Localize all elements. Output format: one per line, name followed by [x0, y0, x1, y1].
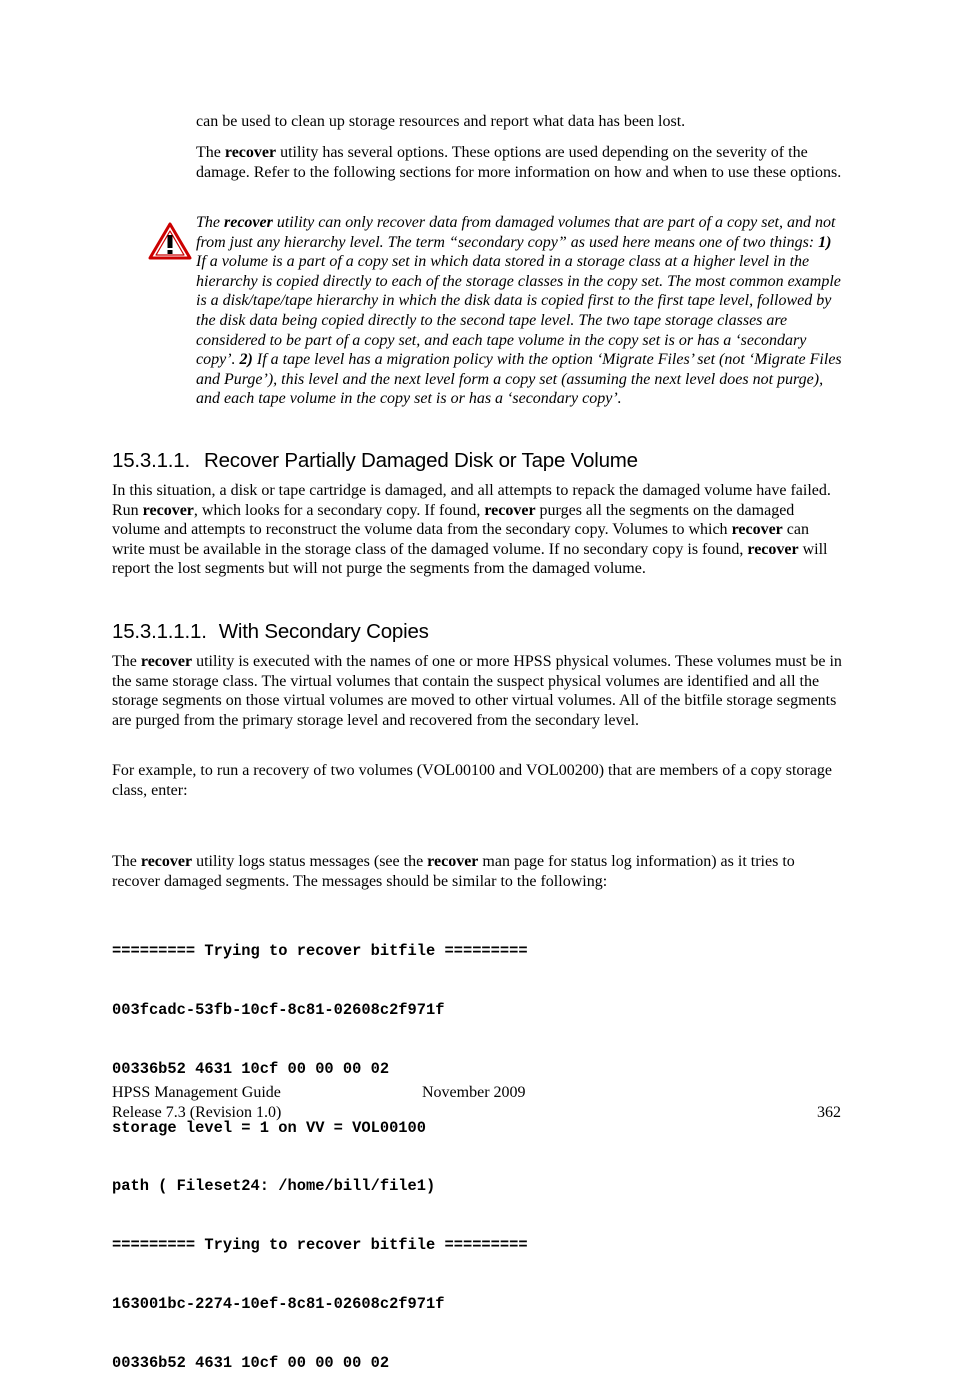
section-paragraph [112, 481, 842, 579]
footer-release: Release 7.3 (Revision 1.0) [112, 1104, 282, 1121]
text: , which looks for a secondary copy. If found, [193, 501, 485, 519]
command-name: recover [224, 214, 273, 231]
text: If a volume is a part of a copy set in which data stored in a storage class at a higher level in the hierarchy is copied directly to each of the storage classes in the copy set. The most common example is a disk/tape/tape hierarchy in which the disk data is copied first to the first tape level, followed by the disk data being copied directly to the second tape level. The two tape storage classes are considered to be part of a copy set, and each tape volume in the copy set is or has a ‘secondary copy’. [196, 253, 841, 369]
log-paragraph [112, 852, 842, 891]
text: utility has several options. These options are used depending on the severity of the damage. Refer to the following sections for more information on how and when to use these options. [196, 144, 842, 181]
section-paragraph [112, 652, 842, 730]
code-line: 163001bc-2274-10ef-8c81-02608c2f971f [112, 1294, 445, 1313]
code-line: path ( Fileset24: /home/bill/file1) [112, 1177, 436, 1196]
text: If a tape level has a migration policy with the option ‘Migrate Files’ set (not ‘Migrate Files and Purge’), this level and the next level form a copy set (assuming the next level does not purge), and each tape volume in the copy set is or has a ‘secondary copy’. [196, 351, 842, 408]
options-paragraph [196, 143, 842, 182]
command-name: recover [140, 653, 193, 670]
section-title: With Secondary Copies [218, 620, 429, 643]
text: In this situation, a disk or tape cartridge is damaged, and all attempts to repack the damaged volume have failed. Run [112, 482, 831, 519]
section-number: 15.3.1.1. [112, 449, 190, 472]
list-marker: 1) [818, 233, 832, 251]
footer-page-number: 362 [817, 1104, 841, 1121]
code-line: 00336b52 4631 10cf 00 00 00 02 [112, 1353, 390, 1372]
code-line: 003fcadc-53fb-10cf-8c81-02608c2f971f [112, 1000, 445, 1019]
example-paragraph [112, 761, 842, 800]
command-name: recover [747, 540, 799, 558]
command-name: recover [224, 144, 277, 161]
footer-date: November 2009 [422, 1084, 526, 1101]
code-line: ========= Trying to recover bitfile ========= [112, 1236, 528, 1255]
text: The [112, 853, 141, 870]
command-name: recover [142, 501, 194, 519]
log-output-code-block [112, 903, 842, 1393]
text: man page for status log information) as it tries to recover damaged segments. The messages should be similar to the following: [112, 853, 795, 890]
section-title: Recover Partially Damaged Disk or Tape Volume [204, 449, 638, 472]
text: The [112, 653, 141, 670]
text: For example, to run a recovery of two volumes (VOL00100 and VOL00200) that are members of a copy storage class, enter: [112, 762, 832, 799]
text: can write must be available in the storage class of the damaged volume. If no secondary copy is found, [112, 521, 809, 558]
text: purges all the segments on the damaged volume and attempts to reconstruct the volume data from the secondary copy. Volumes to which [112, 501, 795, 539]
warning-note [196, 213, 842, 409]
section-number: 15.3.1.1.1. [112, 620, 207, 643]
subsection-heading [112, 620, 429, 644]
warning-triangle-icon [148, 222, 192, 260]
command-name: recover [731, 521, 783, 539]
text: utility is executed with the names of one or more HPSS physical volumes. These volumes must be in the same storage class. The virtual volumes that contain the suspect physical volumes are identified and all the storage segments on those virtual volumes are moved to other virtual volumes. All of the bitfile storage segments are purged from the primary storage level and recovered from the secondary level. [112, 653, 842, 729]
continuation-text: can be used to clean up storage resources and report what data has been lost. [196, 113, 686, 130]
command-name: recover [427, 853, 479, 870]
text: utility can only recover data from damaged volumes that are part of a copy set, and not from just any hierarchy level. The term “secondary copy” as used here means one of two things: [196, 214, 836, 251]
footer-guide-title: HPSS Management Guide [112, 1084, 281, 1101]
code-line: ========= Trying to recover bitfile ========= [112, 942, 528, 961]
code-line: storage level = 1 on VV = VOL00100 [112, 1118, 427, 1137]
command-name: recover [140, 853, 193, 870]
list-marker: 2) [239, 351, 253, 369]
text: The [196, 214, 224, 231]
text: utility logs status messages (see the [192, 853, 428, 870]
section-heading [112, 449, 638, 473]
code-line: 00336b52 4631 10cf 00 00 00 02 [112, 1059, 390, 1078]
text: The [196, 144, 225, 161]
continuation-paragraph [196, 112, 842, 132]
text: will report the lost segments but will not purge the segments from the damaged volume. [112, 540, 828, 578]
command-name: recover [484, 501, 536, 519]
